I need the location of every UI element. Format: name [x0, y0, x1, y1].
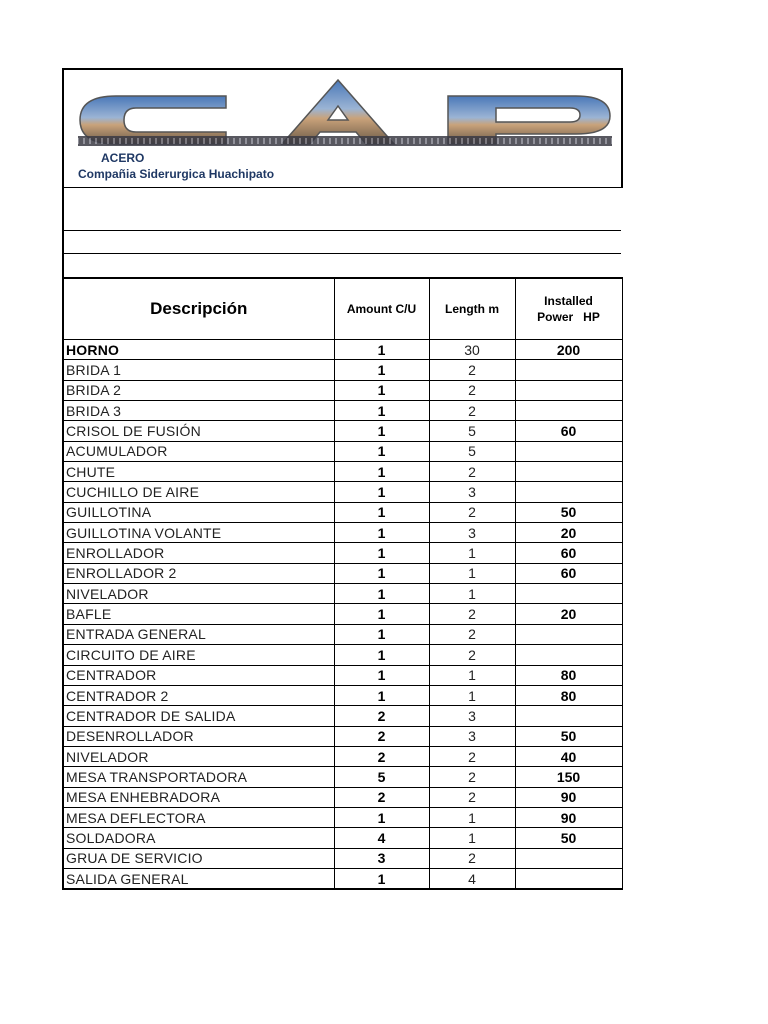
cell-length: 1 — [429, 828, 515, 848]
cap-logo — [76, 76, 614, 152]
cell-amount: 1 — [334, 482, 429, 502]
cell-description: MESA ENHEBRADORA — [63, 787, 334, 807]
cell-length: 1 — [429, 584, 515, 604]
cell-length: 3 — [429, 523, 515, 543]
cell-description: ENROLLADOR — [63, 543, 334, 563]
cell-installed-power — [515, 624, 622, 644]
table-row — [63, 482, 622, 502]
cell-installed-power: 90 — [515, 807, 622, 827]
cell-installed-power: 50 — [515, 828, 622, 848]
cell-length: 1 — [429, 665, 515, 685]
cell-description: GUILLOTINA VOLANTE — [63, 523, 334, 543]
cell-description: BRIDA 1 — [63, 360, 334, 380]
cell-amount: 1 — [334, 685, 429, 705]
cell-installed-power — [515, 482, 622, 502]
cell-description: ENROLLADOR 2 — [63, 563, 334, 583]
cell-description: DESENROLLADOR — [63, 726, 334, 746]
cell-amount: 1 — [334, 563, 429, 583]
table-row — [63, 523, 622, 543]
cell-installed-power: 60 — [515, 543, 622, 563]
cell-length: 2 — [429, 502, 515, 522]
cell-description: MESA DEFLECTORA — [63, 807, 334, 827]
table-row — [63, 645, 622, 665]
company-acero: ACERO — [101, 151, 145, 165]
col-header-amount: Amount C/U — [334, 278, 429, 340]
cell-description: ACUMULADOR — [63, 441, 334, 461]
table-row — [63, 706, 622, 726]
cell-installed-power: 80 — [515, 685, 622, 705]
table-row — [63, 868, 622, 889]
cell-length: 2 — [429, 462, 515, 482]
cell-description: CENTRADOR DE SALIDA — [63, 706, 334, 726]
cell-amount: 1 — [334, 543, 429, 563]
cell-amount: 4 — [334, 828, 429, 848]
cell-installed-power: 20 — [515, 604, 622, 624]
table-row — [63, 340, 622, 360]
cell-length: 5 — [429, 441, 515, 461]
table-row — [63, 584, 622, 604]
cell-amount: 3 — [334, 848, 429, 868]
left-border — [62, 185, 64, 277]
cell-length: 1 — [429, 807, 515, 827]
cell-description: BAFLE — [63, 604, 334, 624]
col-header-length: Length m — [429, 278, 515, 340]
cell-installed-power: 50 — [515, 726, 622, 746]
cell-description: CENTRADOR 2 — [63, 685, 334, 705]
cell-installed-power: 60 — [515, 421, 622, 441]
cell-description: MESA TRANSPORTADORA — [63, 767, 334, 787]
cell-amount: 5 — [334, 767, 429, 787]
cell-length: 3 — [429, 482, 515, 502]
cell-length: 2 — [429, 401, 515, 421]
cell-length: 5 — [429, 421, 515, 441]
cell-length: 2 — [429, 645, 515, 665]
cell-description: GRUA DE SERVICIO — [63, 848, 334, 868]
cell-installed-power — [515, 584, 622, 604]
row-divider — [62, 253, 621, 254]
cell-description: CRISOL DE FUSIÓN — [63, 421, 334, 441]
cell-installed-power — [515, 462, 622, 482]
cell-length: 1 — [429, 685, 515, 705]
cell-amount: 1 — [334, 462, 429, 482]
cell-amount: 1 — [334, 340, 429, 360]
cell-description: BRIDA 3 — [63, 401, 334, 421]
table-row — [63, 543, 622, 563]
cell-length: 2 — [429, 360, 515, 380]
header-box — [62, 68, 623, 188]
table-row — [63, 828, 622, 848]
cell-installed-power — [515, 441, 622, 461]
table-row — [63, 685, 622, 705]
table-row — [63, 462, 622, 482]
cell-installed-power — [515, 706, 622, 726]
cell-amount: 1 — [334, 665, 429, 685]
table-row — [63, 726, 622, 746]
cell-amount: 1 — [334, 645, 429, 665]
cell-length: 3 — [429, 706, 515, 726]
table-row — [63, 401, 622, 421]
cell-amount: 2 — [334, 706, 429, 726]
cell-installed-power: 40 — [515, 746, 622, 766]
table-row — [63, 767, 622, 787]
cell-length: 2 — [429, 848, 515, 868]
table-row — [63, 746, 622, 766]
cell-amount: 2 — [334, 746, 429, 766]
table-row — [63, 604, 622, 624]
cell-installed-power: 80 — [515, 665, 622, 685]
cell-description: CUCHILLO DE AIRE — [63, 482, 334, 502]
equipment-table — [62, 277, 623, 890]
cell-length: 2 — [429, 746, 515, 766]
cell-installed-power: 60 — [515, 563, 622, 583]
cell-amount: 1 — [334, 624, 429, 644]
cell-length: 2 — [429, 624, 515, 644]
table-row — [63, 360, 622, 380]
table-row — [63, 807, 622, 827]
cell-amount: 1 — [334, 868, 429, 889]
cell-installed-power — [515, 868, 622, 889]
cell-amount: 1 — [334, 360, 429, 380]
table-row — [63, 563, 622, 583]
cell-installed-power — [515, 848, 622, 868]
cell-amount: 1 — [334, 421, 429, 441]
row-divider — [62, 230, 621, 231]
table-row — [63, 787, 622, 807]
col-header-installed-power — [515, 278, 622, 340]
table-row — [63, 380, 622, 400]
cell-installed-power: 200 — [515, 340, 622, 360]
cell-length: 30 — [429, 340, 515, 360]
cell-length: 2 — [429, 767, 515, 787]
cell-length: 2 — [429, 604, 515, 624]
cell-length: 1 — [429, 543, 515, 563]
col-header-description: Descripción — [63, 278, 334, 340]
cell-description: NIVELADOR — [63, 584, 334, 604]
table-row — [63, 502, 622, 522]
cell-installed-power: 90 — [515, 787, 622, 807]
cell-length: 3 — [429, 726, 515, 746]
cell-amount: 1 — [334, 380, 429, 400]
cell-description: CENTRADOR — [63, 665, 334, 685]
cell-installed-power — [515, 645, 622, 665]
cell-amount: 1 — [334, 441, 429, 461]
company-name: Compañia Siderurgica Huachipato — [78, 167, 275, 181]
table-row — [63, 624, 622, 644]
cell-amount: 1 — [334, 807, 429, 827]
table-row — [63, 421, 622, 441]
cell-description: NIVELADOR — [63, 746, 334, 766]
cell-description: CHUTE — [63, 462, 334, 482]
cell-length: 4 — [429, 868, 515, 889]
cell-description: ENTRADA GENERAL — [63, 624, 334, 644]
cell-amount: 2 — [334, 726, 429, 746]
cell-amount: 2 — [334, 787, 429, 807]
table-row — [63, 848, 622, 868]
cell-description: BRIDA 2 — [63, 380, 334, 400]
cell-installed-power: 150 — [515, 767, 622, 787]
cell-length: 2 — [429, 380, 515, 400]
cell-amount: 1 — [334, 584, 429, 604]
table-row — [63, 441, 622, 461]
cell-description: SOLDADORA — [63, 828, 334, 848]
cell-description: HORNO — [63, 340, 334, 360]
cell-installed-power — [515, 380, 622, 400]
cell-installed-power: 20 — [515, 523, 622, 543]
cell-amount: 1 — [334, 401, 429, 421]
cell-amount: 1 — [334, 523, 429, 543]
cell-installed-power — [515, 360, 622, 380]
cell-amount: 1 — [334, 604, 429, 624]
cell-installed-power — [515, 401, 622, 421]
cell-description: SALIDA GENERAL — [63, 868, 334, 889]
table-header-row — [63, 278, 622, 340]
cell-length: 1 — [429, 563, 515, 583]
cell-description: CIRCUITO DE AIRE — [63, 645, 334, 665]
col-header-installed-line1: Installed — [544, 294, 593, 308]
cell-description: GUILLOTINA — [63, 502, 334, 522]
col-header-installed-line2: Power HP — [537, 310, 600, 324]
cell-amount: 1 — [334, 502, 429, 522]
table-row — [63, 665, 622, 685]
cell-length: 2 — [429, 787, 515, 807]
cell-installed-power: 50 — [515, 502, 622, 522]
